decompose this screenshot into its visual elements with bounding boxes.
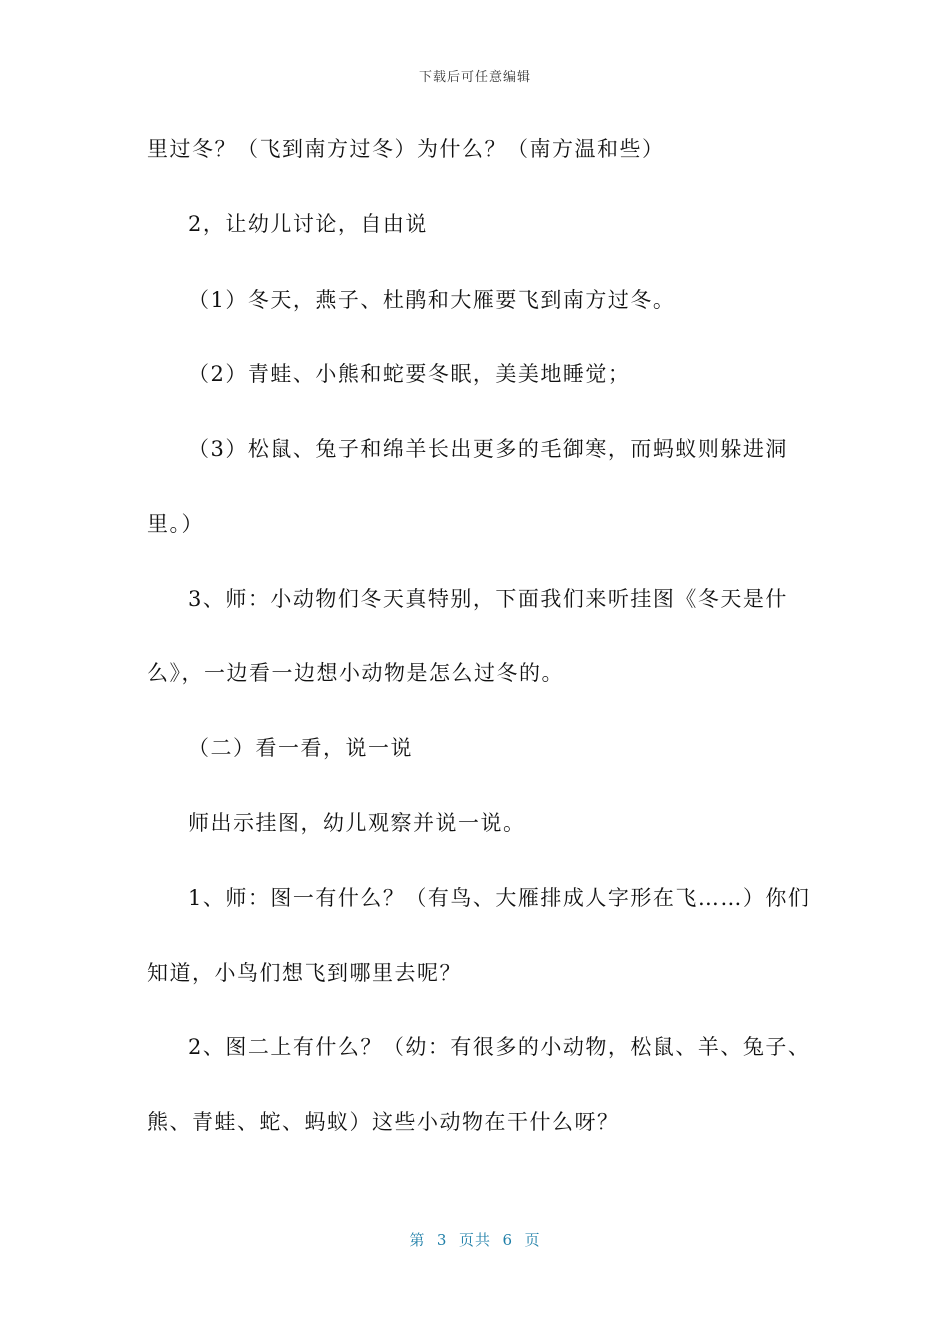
text-line: 3、师：小动物们冬天真特别，下面我们来听挂图《冬天是什 [188,587,788,611]
section-heading: （二）看一看，说一说 [188,736,413,760]
page-header: 下载后可任意编辑 [418,70,531,85]
text-line: （1）冬天，燕子、杜鹃和大雁要飞到南方过冬。 [188,288,676,312]
text-line: 熊、青蛙、蛇、蚂蚁）这些小动物在干什么呀？ [147,1110,620,1134]
page-number-footer: 第 3 页共 6 页 [409,1231,541,1249]
text-line: （2）青蛙、小熊和蛇要冬眠，美美地睡觉； [188,362,631,386]
text-line: 知道，小鸟们想飞到哪里去呢？ [147,961,462,985]
text-line: （3）松鼠、兔子和绵羊长出更多的毛御寒，而蚂蚁则躲进洞 [188,437,788,461]
text-line: 2，让幼儿讨论，自由说 [188,212,428,236]
text-line: 师出示挂图，幼儿观察并说一说。 [188,811,526,835]
text-line: 么》，一边看一边想小动物是怎么过冬的。 [147,661,564,685]
text-line: 2、图二上有什么？（幼：有很多的小动物，松鼠、羊、兔子、 [188,1035,811,1059]
text-line: 1、师：图一有什么？（有鸟、大雁排成人字形在飞……）你们 [188,886,811,910]
text-line: 里。） [147,512,204,536]
text-line: 里过冬？（飞到南方过冬）为什么？（南方温和些） [147,137,665,161]
